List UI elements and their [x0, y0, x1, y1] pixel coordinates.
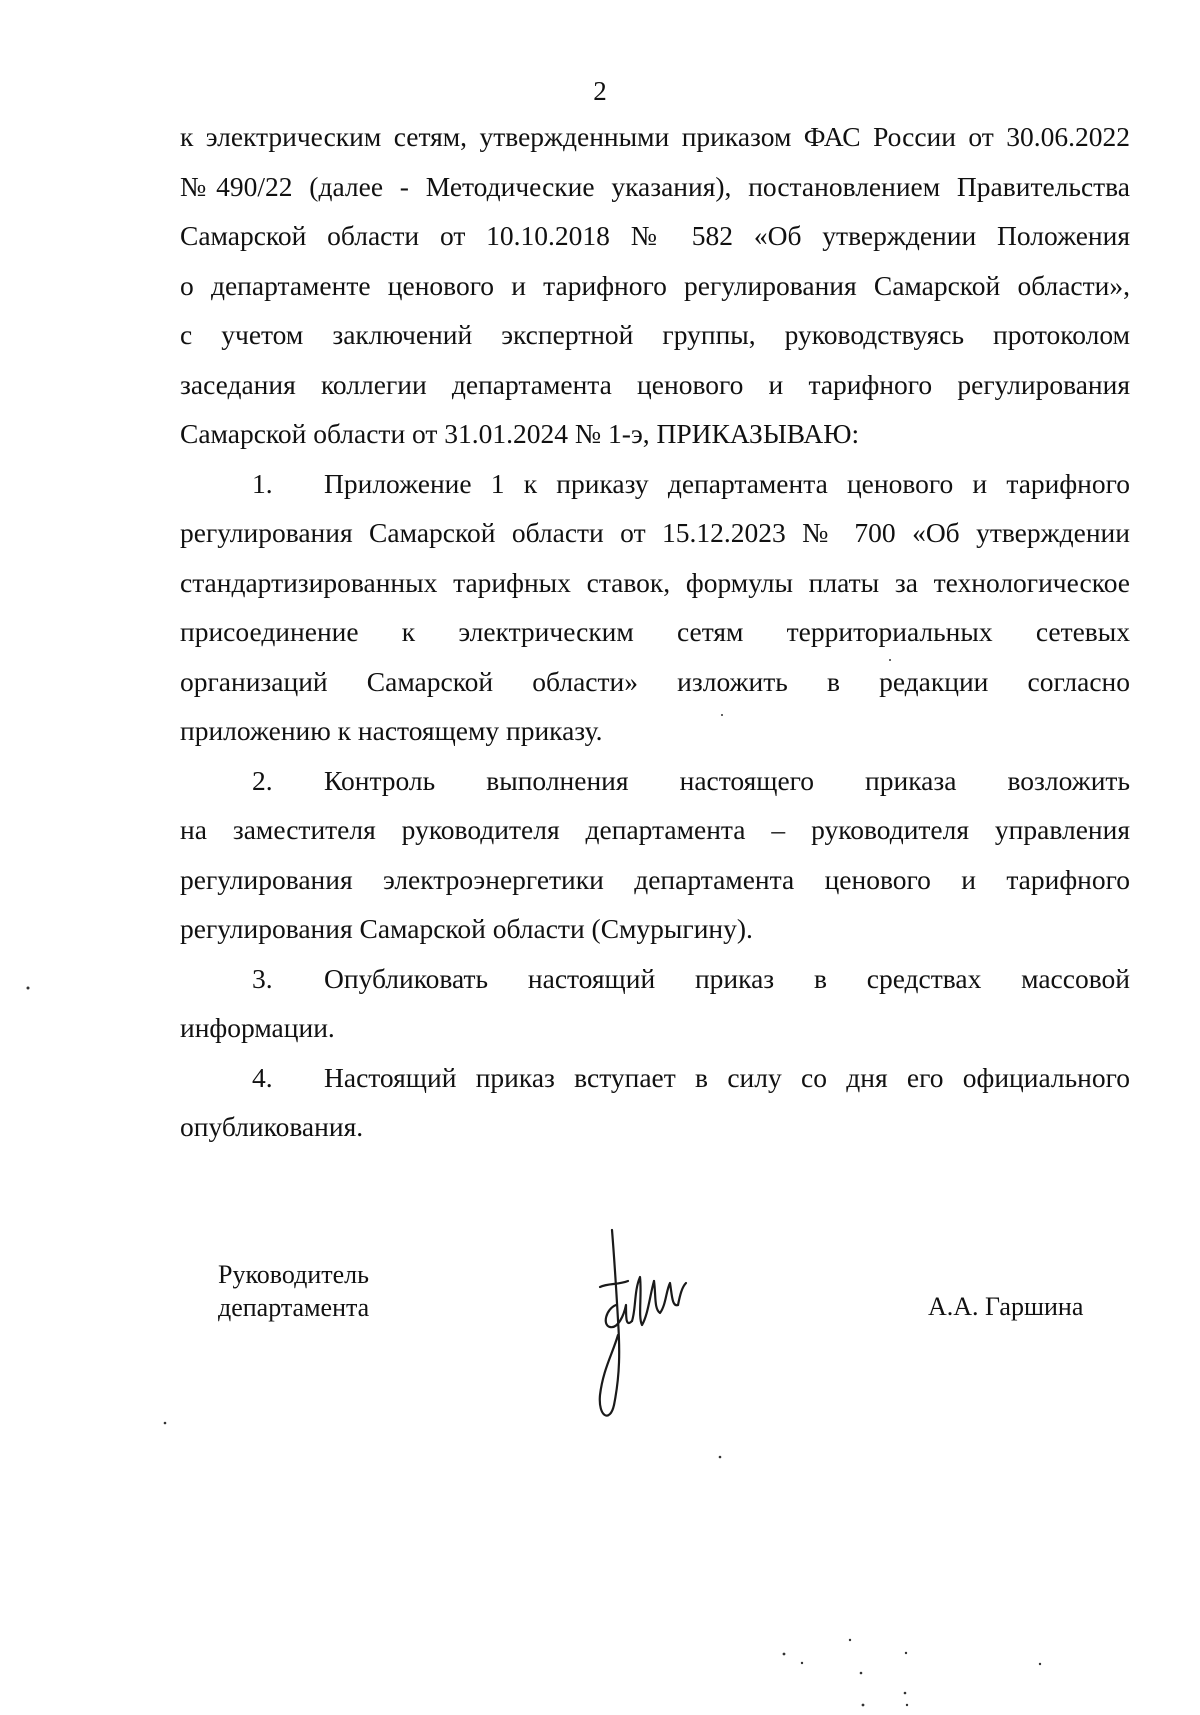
text-line: Самарской области от 10.10.2018 № 582 «Об утверждении Положения: [180, 220, 1130, 251]
text-line: №490/22 (далее - Методические указания), постановлением Правительства: [180, 170, 1130, 202]
text-line: Самарской области от 31.01.2024 № 1-э, ПРИКАЗЫВАЮ:: [180, 418, 860, 449]
text-line: регулирования Самарской области от 15.12.2023 № 700 «Об утверждении: [180, 517, 1130, 548]
text-line: [180, 459, 1130, 509]
handwritten-signature: [590, 1225, 700, 1425]
item-text: Опубликовать настоящий приказ в средствах массовой: [324, 962, 1130, 994]
signer-position: [218, 1258, 369, 1324]
text-line: стандартизированных тарифных ставок, формулы платы за технологическое: [180, 566, 1130, 598]
text-line: информации.: [180, 1012, 335, 1043]
page-number: 2: [593, 76, 607, 106]
text-line: приложению к настоящему приказу.: [180, 715, 603, 746]
item-number: 4.: [252, 1061, 273, 1093]
item-number: 1.: [252, 467, 273, 499]
signer-position-line: департамента: [218, 1293, 370, 1322]
text-line: на заместителя руководителя департамента – руководителя управления: [180, 814, 1130, 845]
intro-paragraph: [180, 112, 1130, 459]
item-3-paragraph: [180, 954, 1130, 1053]
text-line: опубликования.: [180, 1111, 364, 1142]
document-body: [180, 112, 1130, 1152]
text-line: организаций Самарской области» изложить в редакции согласно: [180, 665, 1130, 697]
signer-position-line: Руководитель: [218, 1260, 369, 1289]
text-line: к электрическим сетям, утвержденными приказом ФАС России от 30.06.2022: [180, 121, 1130, 152]
text-line: регулирования электроэнергетики департамента ценового и тарифного: [180, 863, 1130, 895]
text-line: заседания коллегии департамента ценового и тарифного регулирования: [180, 368, 1130, 400]
item-number: 2.: [252, 764, 273, 796]
item-text: Настоящий приказ вступает в силу со дня его официального: [324, 1061, 1130, 1093]
item-text: Контроль выполнения настоящего приказа возложить: [324, 764, 1130, 796]
text-line: присоединение к электрическим сетям территориальных сетевых: [180, 616, 1130, 647]
text-line: о департаменте ценового и тарифного регулирования Самарской области»,: [180, 269, 1130, 301]
item-text: Приложение 1 к приказу департамента ценового и тарифного: [324, 467, 1130, 499]
item-4-paragraph: [180, 1053, 1130, 1152]
text-line: [180, 954, 1130, 1004]
item-2-paragraph: [180, 756, 1130, 954]
text-line: регулирования Самарской области (Смурыгину).: [180, 913, 753, 944]
text-line: [180, 756, 1130, 806]
text-line: [180, 1053, 1130, 1103]
item-1-paragraph: [180, 459, 1130, 756]
item-number: 3.: [252, 962, 273, 994]
text-line: с учетом заключений экспертной группы, руководствуясь протоколом: [180, 319, 1130, 350]
signer-name: А.А. Гаршина: [928, 1292, 1084, 1321]
